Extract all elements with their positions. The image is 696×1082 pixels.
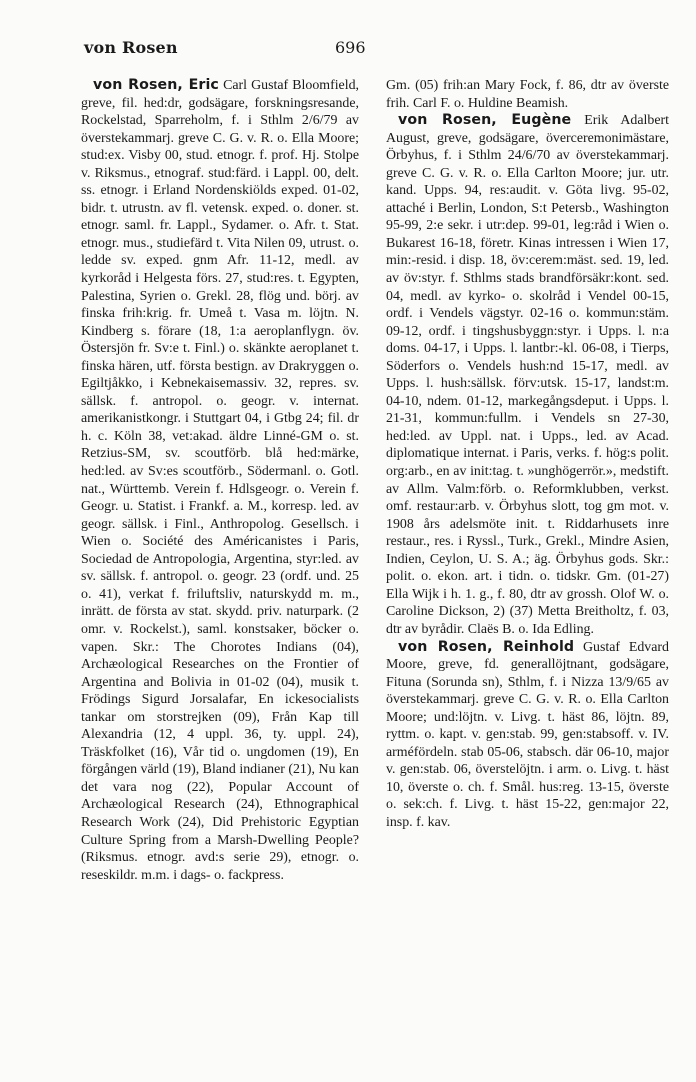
page-number: 696 [335,38,366,57]
entry-name: von Rosen, Eric [93,77,219,93]
right-column [386,77,669,832]
entry-name: von Rosen, Reinhold [398,638,575,655]
entry-text: Erik Adalbert August, greve, godsägare, överceremonimästare, Örbyhus, f. i Sthlm 24/6/70 av överstekammarj. greve C. G. v. R. o. Ella Carlton Moore; jur. utr. kand. Upps. 94, res:audit. v. Göta livg. 95-02, attaché i Berlin, London, S:t Petersb., Washington 95-99, 2:e sekr. i utr:dep. 99-01, leg:råd i Wien o. Bukarest 16-18, företr. Kinas intressen i Wien 17, min:-resid. i disp. 18, öv:cerem:mäst. sed. 19, led. av öv:styr. f. Sthlms stads brandförsäkr:kont. sed. 04, medl. av kyrko- o. skolråd i Vendel 00-15, ordf. i Vendels vägstyr. 02-16 o. kommun:stäm. 09-12, ordf. i tingshusbyggn:styr. i Upps. l. n:a doms. 04-17, i Upps. l. lantbr:-kl. 06-08, i Tierps, Söderfors o. Vendels hush:nd 15-17, medl. av Upps. l. hush:sällsk. förv:utsk. 15-17, landst:m. 04-10, ndem. 01-12, markegångsdeput. i Upps. l. 21-31, kommun:fullm. i Vendels sn 27-30, hed:led. av Uppl. nat. i Upps., led. av Acad. diplomatique internat. i Paris, verks. f. hög:s polit. org:arb., en av init:tag. t. »unghögerrör.», medstift. av Allm. Valm:förb. o. Reformklubben, verkst. omf. restaur:arb. v. Örbyhus slott, tog gm mot. v. 1908 års adelsmöte init. t. Riddarhusets inre restaur., res. i Ryssl., Turk., Grekl., Mindre Asien, Indien, Ceylon, U. S. A.; äg. Örbyhus gods. Skr.: polit. o. ekon. art. i tidn. o. tidskr. Gm. (01-27) Ella Wijk i h. 1. g., f. 80, dtr av grossh. Olof W. o. Caroline Dickson, 2) (37) Metta Breitholtz, f. 03, dtr av byrådir. Claës B. o. Ida Edling. [386,113,669,637]
entry-text: Carl Gustaf Bloomfield, greve, fil. hed:dr, godsägare, forskningsresande, Rockelstad, Sparreholm, f. i Sthlm 2/6/79 av överstekammarj. greve C. G. v. R. o. Ella Moore; stud:ex. Visby 00, stud. etnogr. f. prof. Hj. Stolpe v. Riksmus., etnograf. stud:färd. i Lappl. 00, delt. ss. etnogr. i Erland Nordenskiölds exped. 01-02, bidr. t. utrustn. av fl. vetensk. exped. o. doner. st. etnogr. saml. fr. Lappl., Sydamer. o. Afr. t. Stat. etnogr. mus., studiefärd t. Vita Nilen 09, utrust. o. ledde sv. exped. gnm Afr. 11-12, medl. av kyrkoråd i Helgesta förs. 27, stud:res. t. Egypten, Palestina, Syrien o. Grekl. 28, flög und. börj. av finska frih:krig. fr. Umeå t. Vasa m. löjtn. N. Kindberg s. förare (18, 1:a aeroplanflygn. öv. Östersjön fr. Sv:e t. Finl.) o. skänkte aeroplanet t. finska hären, utf. första bestign. av Drakryggen o. Egiltjåkko, i Kebnekaisemassiv. 32, repres. sv. sällsk. f. antropol. o. geogr. v. internat. amerikanistkongr. i Stuttgart 04, i Gtbg 24; fil. dr h. c. Köln 38, vet:akad. äldre Linné-GM o. st. Retzius-SM, sv. scoutförb. blå hed:märke, hed:led. av Sv:es scoutförb., Södermanl. o. Gotl. nat., Württemb. Verein f. Hdlsgeogr. o. Verein f. Geogr. u. Statist. i Frankf. a. M., korresp. led. av geogr. sällsk. i Finl., Anthropolog. Gesellsch. i Wien o. Société des Américanistes i Paris, Sociedad de Antropologia, Argentina, styr:led. av sv. sällsk. f. antropol. o. geogr. 23 (ordf. und. 25 o. 41), verkat f. friluftsliv, naturskydd m. m., inrätt. de första av stat. skydd. priv. naturpark. (2 omr. v. Rockelst.), saml. konstsaker, böcker o. vapen. Skr.: The Chorotes Indians (04), Archæological Researches on the Frontier of Argentina and Bolivia in 01-02 (04), musik t. Frödings Sigurd Jorsalafar, En ickesocialists tankar om storstrejken (09), Från Kap till Alexandria (12, 4 uppl. 36, ty. uppl. 24), Träskfolket (16), Vår tid o. ungdomen (19), En förgången värld (19), Bland indianer (21), Nu kan det vara nog (22), Popular Account of Archæological Research (24), Ethnographical Research Work (24), Did Prehistoric Egyptian Culture Spring from a Marsh-Dwelling People? (Riksmus. etnogr. avd:s serie 29), etnogr. o. reseskildr. m.m. i dags- o. fackpress. [81,78,359,883]
entry-eric-continuation [386,77,669,112]
left-column [81,77,359,884]
entry-name: von Rosen, Eugène [398,112,572,129]
entry-eugene [386,112,669,638]
entry-text: Gm. (05) frih:an Mary Fock, f. 86, dtr av överste frih. Carl F. o. Huldine Beamish. [386,78,669,111]
entry-text: Gustaf Edvard Moore, greve, fd. generallöjtnant, godsägare, Fituna (Sorunda sn), Sthlm, f. i Nizza 13/9/65 av överstekammarj. greve C. G. v. R. o. Ella Carlton Moore; und:löjtn. v. Livg. t. häst 86, löjtn. 89, ryttm. o. kapt. v. gen:stab. 99, gen:stabsoff. v. IV. arméfördeln. stab 05-06, stabsch. där 06-10, major v. gen:stab. 06, överstelöjtn. i arm. o. Livg. t. häst 10, överste o. ch. f. Smål. hus:reg. 13-15, överste o. sek:ch. f. Livg. t. häst 15-22, gen:major 22, insp. f. kav. [386,639,669,830]
running-head: von Rosen [84,38,178,57]
entry-eric [81,77,359,884]
entry-reinhold [386,639,669,832]
